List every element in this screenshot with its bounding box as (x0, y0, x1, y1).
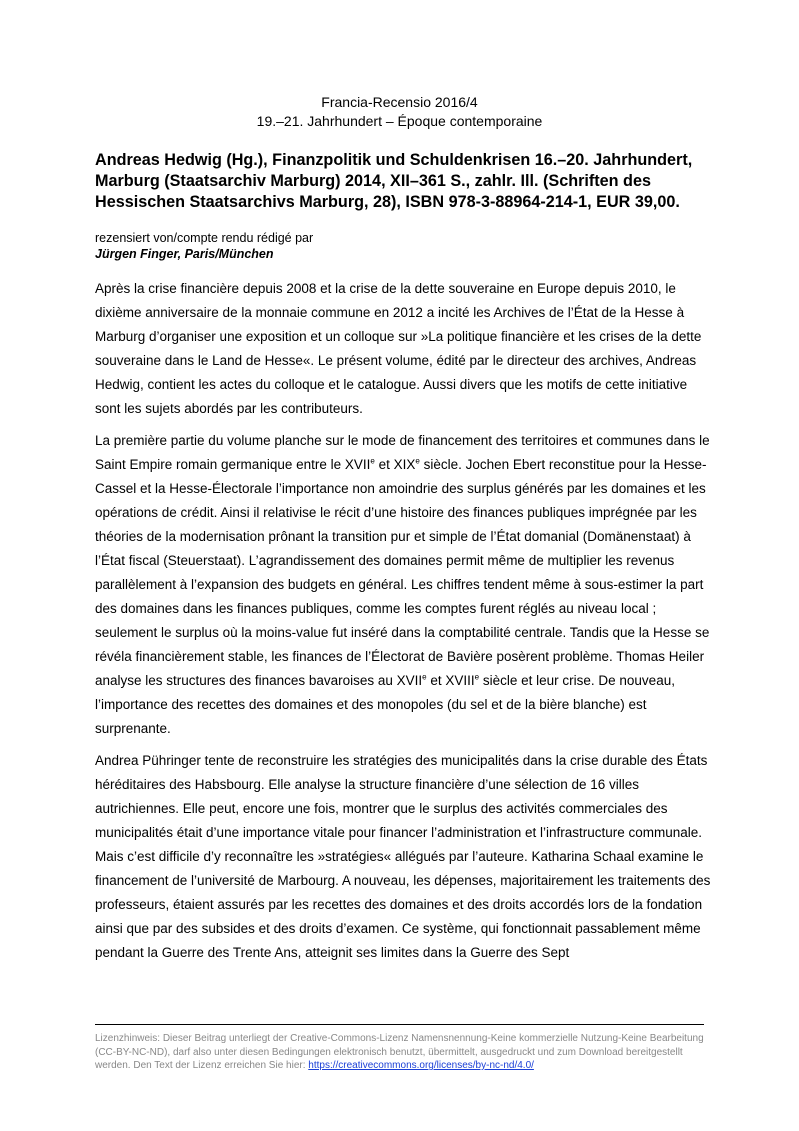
review-title: Andreas Hedwig (Hg.), Finanzpolitik und Schuldenkrisen 16.–20. Jahrhundert, Marburg (Staatsarchiv Marburg) 2014, XII–361 S., zahlr. Ill. (Schriften des Hessischen Staatsarchivs Marburg, 28), ISBN 978-3-88964-214-1, EUR 39,00. (95, 151, 693, 211)
superscript-e: e (370, 456, 375, 466)
review-body (95, 277, 715, 973)
paragraph-2-text-d: et XVIII (426, 673, 475, 688)
license-link[interactable]: https://creativecommons.org/licenses/by-nc-nd/4.0/ (308, 1060, 534, 1071)
reviewer-name: Jürgen Finger, Paris/München (95, 247, 274, 261)
paragraph-2-text-e: siècle et leur crise. De nouveau, l’importance des recettes des domaines et des monopoles (du sel et de la bière blanche) est surprenante. (95, 673, 675, 736)
reviewer-block (95, 230, 715, 262)
section-period: 19.–21. Jahrhundert – Époque contemporaine (256, 113, 543, 129)
paragraph-2-text-a: La première partie du volume planche sur le mode de financement des territoires et communes dans le Saint Empire romain germanique entre le XVII (95, 433, 710, 472)
license-text: Lizenzhinweis: Dieser Beitrag unterliegt der Creative-Commons-Lizenz Namensnennung-Keine kommerzielle Nutzung-Keine Bearbeitung (CC-BY-NC-ND), darf also unter diesen Bedingungen elektronisch benutzt, übermittelt, ausgedruckt und zum Download bereitgestellt werden. Den Text der Lizenz erreichen Sie hier: (95, 1033, 704, 1071)
paragraph-2 (95, 429, 715, 741)
page-header (0, 93, 799, 131)
paragraph-1: Après la crise financière depuis 2008 et la crise de la dette souveraine en Europe depuis 2010, le dixième anniversaire de la monnaie commune en 2012 a incité les Archives de l’État de la Hesse à Marburg d’organiser une exposition et un colloque sur »La politique financière et les crises de la dette souveraine dans le Land de Hesse«. Le présent volume, édité par le directeur des archives, Andreas Hedwig, contient les actes du colloque et le catalogue. Aussi divers que les motifs de cette initiative sont les sujets abordés par les contributeurs. (95, 281, 702, 416)
superscript-e: e (422, 672, 427, 682)
paragraph-2-text-b: et XIX (374, 457, 416, 472)
journal-issue: Francia-Recensio 2016/4 (321, 94, 478, 110)
license-notice (95, 1032, 715, 1073)
reviewer-label: rezensiert von/compte rendu rédigé par (95, 231, 314, 245)
paragraph-3: Andrea Pühringer tente de reconstruire les stratégies des municipalités dans la crise durable des États héréditaires des Habsbourg. Elle analyse la structure financière d’une sélection de 16 villes autrichiennes. Elle peut, encore une fois, montrer que le surplus des activités commerciales des municipalités était d’une importance vitale pour financer l’administration et l’infrastructure communale. Mais c’est difficile d’y reconnaître les »stratégies« allégués par l’auteure. Katharina Schaal examine le financement de l’université de Marbourg. A nouveau, les dépenses, majoritairement les traitements des professeurs, étaient assurés par les recettes des domaines et des droits accordés lors de la fondation ainsi que par des subsides et des droits d’examen. Ce système, qui fonctionnait passablement même pendant la Guerre des Trente Ans, atteignit ses limites dans la Guerre des Sept (95, 753, 711, 960)
footer-divider (95, 1024, 704, 1025)
superscript-e: e (474, 672, 480, 682)
superscript-e: e (415, 456, 420, 466)
paragraph-2-text-c: siècle. Jochen Ebert reconstitue pour la Hesse-Cassel et la Hesse-Électorale l’importance non amoindrie des surplus générés par les domaines et les opérations de crédit. Ainsi il relativise le récit d’une histoire des finances publiques imprégnée par les théories de la modernisation prônant la transition pur et simple de l’État domanial (Domänenstaat) à l’État fiscal (Steuerstaat). L’agrandissement des domaines permit même de multiplier les revenus parallèlement à l’expansion des budgets en général. Les chiffres tendent même à sous-estimer la part des domaines dans les finances publiques, comme les comptes furent réglés au niveau local ; seulement le surplus où la moins-value fut inséré dans la comptabilité centrale. Tandis que la Hesse se révéla financièrement stable, les finances de l’Électorat de Bavière posèrent problème. Thomas Heiler analyse les structures des finances bavaroises au XVII (95, 457, 710, 688)
